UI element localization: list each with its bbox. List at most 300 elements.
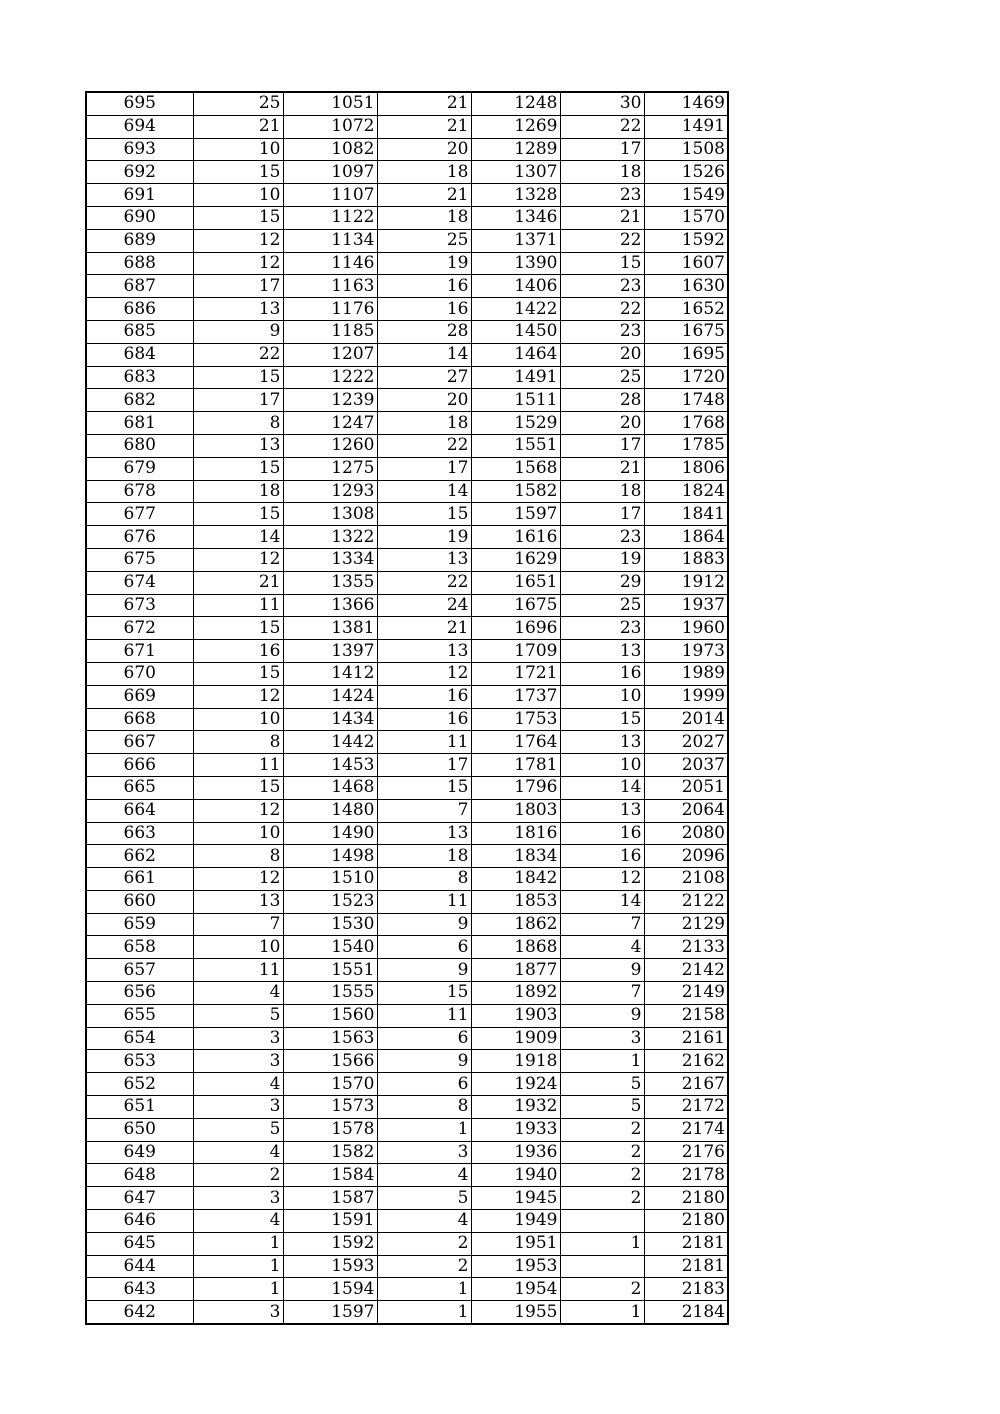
value-cell: 21: [193, 571, 283, 594]
value-cell: 2080: [644, 822, 728, 845]
value-cell: 1247: [283, 412, 377, 435]
value-cell: [560, 1210, 644, 1233]
score-cell: 663: [86, 822, 193, 845]
value-cell: 1753: [471, 708, 560, 731]
value-cell: 20: [560, 343, 644, 366]
value-cell: 1107: [283, 184, 377, 207]
table-row: [86, 708, 728, 731]
score-cell: 651: [86, 1096, 193, 1119]
score-cell: 676: [86, 526, 193, 549]
table-row: [86, 685, 728, 708]
value-cell: 1346: [471, 206, 560, 229]
value-cell: 4: [193, 982, 283, 1005]
value-cell: 1955: [471, 1301, 560, 1324]
score-cell: 694: [86, 115, 193, 138]
score-cell: 666: [86, 754, 193, 777]
value-cell: 18: [377, 845, 471, 868]
value-cell: 29: [560, 571, 644, 594]
value-cell: 1720: [644, 366, 728, 389]
value-cell: 1530: [283, 913, 377, 936]
value-cell: 1397: [283, 640, 377, 663]
value-cell: 20: [560, 412, 644, 435]
score-table-body: [86, 92, 728, 1324]
value-cell: 8: [377, 868, 471, 891]
value-cell: 1945: [471, 1187, 560, 1210]
value-cell: 1134: [283, 229, 377, 252]
value-cell: 11: [377, 731, 471, 754]
value-cell: 3: [193, 1027, 283, 1050]
value-cell: 11: [377, 890, 471, 913]
value-cell: 1582: [283, 1141, 377, 1164]
value-cell: 1573: [283, 1096, 377, 1119]
value-cell: 1: [377, 1278, 471, 1301]
value-cell: 16: [377, 298, 471, 321]
value-cell: 8: [193, 731, 283, 754]
score-cell: 678: [86, 480, 193, 503]
value-cell: 1877: [471, 959, 560, 982]
value-cell: 4: [193, 1073, 283, 1096]
score-cell: 674: [86, 571, 193, 594]
value-cell: 1953: [471, 1255, 560, 1278]
value-cell: 18: [560, 480, 644, 503]
value-cell: 1954: [471, 1278, 560, 1301]
value-cell: 2: [377, 1255, 471, 1278]
value-cell: 2051: [644, 776, 728, 799]
table-row: [86, 640, 728, 663]
value-cell: 21: [560, 457, 644, 480]
value-cell: 1842: [471, 868, 560, 891]
score-cell: 680: [86, 434, 193, 457]
value-cell: 20: [377, 389, 471, 412]
value-cell: 16: [377, 685, 471, 708]
value-cell: 1355: [283, 571, 377, 594]
value-cell: 22: [377, 434, 471, 457]
value-cell: 1442: [283, 731, 377, 754]
value-cell: 1864: [644, 526, 728, 549]
value-cell: 1555: [283, 982, 377, 1005]
value-cell: 1675: [644, 320, 728, 343]
score-cell: 647: [86, 1187, 193, 1210]
value-cell: 2161: [644, 1027, 728, 1050]
table-row: [86, 389, 728, 412]
table-row: [86, 776, 728, 799]
value-cell: 19: [377, 526, 471, 549]
value-cell: 1764: [471, 731, 560, 754]
value-cell: 1523: [283, 890, 377, 913]
value-cell: 1940: [471, 1164, 560, 1187]
score-cell: 665: [86, 776, 193, 799]
value-cell: 1816: [471, 822, 560, 845]
table-row: [86, 662, 728, 685]
value-cell: 16: [560, 662, 644, 685]
value-cell: 1989: [644, 662, 728, 685]
value-cell: 21: [377, 617, 471, 640]
value-cell: 10: [560, 754, 644, 777]
value-cell: 1936: [471, 1141, 560, 1164]
value-cell: 11: [377, 1004, 471, 1027]
value-cell: 1322: [283, 526, 377, 549]
score-cell: 661: [86, 868, 193, 891]
value-cell: 15: [377, 503, 471, 526]
value-cell: 2149: [644, 982, 728, 1005]
value-cell: 1570: [283, 1073, 377, 1096]
value-cell: 9: [560, 959, 644, 982]
score-cell: 686: [86, 298, 193, 321]
value-cell: 1490: [283, 822, 377, 845]
value-cell: 2167: [644, 1073, 728, 1096]
value-cell: 1526: [644, 161, 728, 184]
value-cell: 22: [560, 115, 644, 138]
value-cell: 2180: [644, 1210, 728, 1233]
value-cell: 1568: [471, 457, 560, 480]
score-cell: 689: [86, 229, 193, 252]
value-cell: 2180: [644, 1187, 728, 1210]
score-cell: 679: [86, 457, 193, 480]
value-cell: 10: [193, 708, 283, 731]
value-cell: 1207: [283, 343, 377, 366]
value-cell: 1551: [283, 959, 377, 982]
value-cell: 2: [560, 1187, 644, 1210]
value-cell: 10: [193, 184, 283, 207]
value-cell: 4: [193, 1210, 283, 1233]
value-cell: 25: [560, 366, 644, 389]
value-cell: 4: [560, 936, 644, 959]
value-cell: 17: [193, 275, 283, 298]
value-cell: 1381: [283, 617, 377, 640]
value-cell: 1803: [471, 799, 560, 822]
value-cell: 14: [377, 480, 471, 503]
value-cell: 1960: [644, 617, 728, 640]
value-cell: 1371: [471, 229, 560, 252]
score-cell: 670: [86, 662, 193, 685]
value-cell: 9: [377, 959, 471, 982]
score-cell: 671: [86, 640, 193, 663]
table-row: [86, 1301, 728, 1324]
value-cell: 23: [560, 526, 644, 549]
value-cell: 2: [560, 1278, 644, 1301]
value-cell: 1909: [471, 1027, 560, 1050]
value-cell: 1629: [471, 548, 560, 571]
score-cell: 646: [86, 1210, 193, 1233]
value-cell: 21: [377, 115, 471, 138]
value-cell: 5: [193, 1004, 283, 1027]
value-cell: 1570: [644, 206, 728, 229]
value-cell: 17: [560, 138, 644, 161]
table-row: [86, 617, 728, 640]
value-cell: 1: [560, 1301, 644, 1324]
table-row: [86, 206, 728, 229]
value-cell: 16: [377, 275, 471, 298]
value-cell: 13: [193, 434, 283, 457]
value-cell: 30: [560, 92, 644, 115]
value-cell: 1597: [471, 503, 560, 526]
value-cell: 15: [193, 457, 283, 480]
value-cell: 1781: [471, 754, 560, 777]
value-cell: 22: [193, 343, 283, 366]
value-cell: 2181: [644, 1232, 728, 1255]
table-row: [86, 1164, 728, 1187]
value-cell: 6: [377, 1073, 471, 1096]
value-cell: 18: [377, 206, 471, 229]
value-cell: 1: [193, 1255, 283, 1278]
value-cell: 16: [560, 845, 644, 868]
value-cell: 1248: [471, 92, 560, 115]
value-cell: 1260: [283, 434, 377, 457]
value-cell: 2174: [644, 1118, 728, 1141]
value-cell: 7: [377, 799, 471, 822]
value-cell: 1: [193, 1232, 283, 1255]
table-row: [86, 1187, 728, 1210]
score-cell: 662: [86, 845, 193, 868]
value-cell: 9: [193, 320, 283, 343]
table-row: [86, 343, 728, 366]
value-cell: 1868: [471, 936, 560, 959]
value-cell: 3: [193, 1096, 283, 1119]
value-cell: 2064: [644, 799, 728, 822]
value-cell: 12: [193, 252, 283, 275]
table-row: [86, 434, 728, 457]
value-cell: 15: [193, 776, 283, 799]
value-cell: 1696: [471, 617, 560, 640]
value-cell: 1695: [644, 343, 728, 366]
value-cell: 3: [193, 1050, 283, 1073]
table-row: [86, 1050, 728, 1073]
table-row: [86, 959, 728, 982]
value-cell: 1529: [471, 412, 560, 435]
value-cell: 5: [560, 1096, 644, 1119]
value-cell: 1834: [471, 845, 560, 868]
value-cell: 1390: [471, 252, 560, 275]
value-cell: 5: [193, 1118, 283, 1141]
value-cell: 1097: [283, 161, 377, 184]
score-cell: 645: [86, 1232, 193, 1255]
value-cell: 1584: [283, 1164, 377, 1187]
table-row: [86, 184, 728, 207]
value-cell: 1480: [283, 799, 377, 822]
table-row: [86, 1027, 728, 1050]
score-cell: 660: [86, 890, 193, 913]
value-cell: 1072: [283, 115, 377, 138]
value-cell: 1434: [283, 708, 377, 731]
value-cell: 13: [560, 640, 644, 663]
value-cell: 15: [193, 662, 283, 685]
value-cell: 1563: [283, 1027, 377, 1050]
value-cell: 1510: [283, 868, 377, 891]
table-row: [86, 161, 728, 184]
table-row: [86, 412, 728, 435]
value-cell: 1: [560, 1232, 644, 1255]
table-row: [86, 845, 728, 868]
table-row: [86, 320, 728, 343]
value-cell: 17: [560, 434, 644, 457]
value-cell: 1591: [283, 1210, 377, 1233]
value-cell: 21: [560, 206, 644, 229]
value-cell: 2176: [644, 1141, 728, 1164]
value-cell: 12: [193, 548, 283, 571]
value-cell: 12: [193, 868, 283, 891]
value-cell: 15: [377, 776, 471, 799]
value-cell: 5: [377, 1187, 471, 1210]
value-cell: 1450: [471, 320, 560, 343]
value-cell: 1932: [471, 1096, 560, 1119]
value-cell: 4: [377, 1210, 471, 1233]
table-row: [86, 1073, 728, 1096]
value-cell: 19: [560, 548, 644, 571]
table-row: [86, 503, 728, 526]
value-cell: 16: [377, 708, 471, 731]
value-cell: 1: [560, 1050, 644, 1073]
value-cell: 1973: [644, 640, 728, 663]
score-cell: 691: [86, 184, 193, 207]
value-cell: 25: [560, 594, 644, 617]
value-cell: 1582: [471, 480, 560, 503]
score-cell: 643: [86, 1278, 193, 1301]
score-cell: 656: [86, 982, 193, 1005]
table-row: [86, 275, 728, 298]
table-row: [86, 1141, 728, 1164]
value-cell: 1824: [644, 480, 728, 503]
table-row: [86, 890, 728, 913]
score-cell: 682: [86, 389, 193, 412]
value-cell: 12: [193, 799, 283, 822]
value-cell: 10: [193, 936, 283, 959]
value-cell: 2: [560, 1164, 644, 1187]
score-cell: 655: [86, 1004, 193, 1027]
table-row: [86, 754, 728, 777]
value-cell: 1578: [283, 1118, 377, 1141]
value-cell: 2: [560, 1118, 644, 1141]
score-cell: 653: [86, 1050, 193, 1073]
table-row: [86, 936, 728, 959]
table-row: [86, 457, 728, 480]
score-cell: 690: [86, 206, 193, 229]
value-cell: 1951: [471, 1232, 560, 1255]
table-row: [86, 1096, 728, 1119]
value-cell: 1651: [471, 571, 560, 594]
value-cell: 1883: [644, 548, 728, 571]
score-cell: 692: [86, 161, 193, 184]
value-cell: 1422: [471, 298, 560, 321]
value-cell: 1269: [471, 115, 560, 138]
value-cell: 12: [560, 868, 644, 891]
value-cell: 1424: [283, 685, 377, 708]
value-cell: 1082: [283, 138, 377, 161]
value-cell: 12: [193, 685, 283, 708]
value-cell: 13: [193, 890, 283, 913]
value-cell: 22: [560, 229, 644, 252]
value-cell: 1146: [283, 252, 377, 275]
table-row: [86, 594, 728, 617]
value-cell: 18: [377, 161, 471, 184]
value-cell: 1918: [471, 1050, 560, 1073]
table-row: [86, 298, 728, 321]
value-cell: 2172: [644, 1096, 728, 1119]
table-row: [86, 1118, 728, 1141]
value-cell: 2184: [644, 1301, 728, 1324]
value-cell: 17: [193, 389, 283, 412]
score-cell: 683: [86, 366, 193, 389]
value-cell: 1498: [283, 845, 377, 868]
value-cell: 1469: [644, 92, 728, 115]
value-cell: 4: [377, 1164, 471, 1187]
value-cell: 22: [560, 298, 644, 321]
score-cell: 668: [86, 708, 193, 731]
value-cell: 8: [377, 1096, 471, 1119]
value-cell: 14: [377, 343, 471, 366]
table-row: [86, 1004, 728, 1027]
value-cell: 1587: [283, 1187, 377, 1210]
value-cell: 14: [560, 890, 644, 913]
value-cell: 1560: [283, 1004, 377, 1027]
value-cell: 12: [377, 662, 471, 685]
value-cell: 13: [560, 799, 644, 822]
value-cell: 28: [560, 389, 644, 412]
score-cell: 650: [86, 1118, 193, 1141]
value-cell: 14: [560, 776, 644, 799]
value-cell: 15: [193, 366, 283, 389]
value-cell: 6: [377, 1027, 471, 1050]
value-cell: 2181: [644, 1255, 728, 1278]
value-cell: 1768: [644, 412, 728, 435]
table-row: [86, 731, 728, 754]
score-cell: 693: [86, 138, 193, 161]
value-cell: 1796: [471, 776, 560, 799]
value-cell: 1924: [471, 1073, 560, 1096]
table-row: [86, 548, 728, 571]
table-row: [86, 115, 728, 138]
score-cell: 657: [86, 959, 193, 982]
value-cell: 2129: [644, 913, 728, 936]
score-cell: 659: [86, 913, 193, 936]
value-cell: 1616: [471, 526, 560, 549]
value-cell: 1464: [471, 343, 560, 366]
value-cell: 23: [560, 184, 644, 207]
value-cell: 1508: [644, 138, 728, 161]
value-cell: 13: [193, 298, 283, 321]
value-cell: 18: [377, 412, 471, 435]
value-cell: 2158: [644, 1004, 728, 1027]
score-cell: 644: [86, 1255, 193, 1278]
value-cell: 2037: [644, 754, 728, 777]
value-cell: 1222: [283, 366, 377, 389]
value-cell: 1594: [283, 1278, 377, 1301]
score-cell: 695: [86, 92, 193, 115]
value-cell: 2: [193, 1164, 283, 1187]
table-row: [86, 92, 728, 115]
table-row: [86, 799, 728, 822]
table-row: [86, 1210, 728, 1233]
value-cell: 1051: [283, 92, 377, 115]
value-cell: 1: [193, 1278, 283, 1301]
value-cell: 15: [560, 252, 644, 275]
score-cell: 667: [86, 731, 193, 754]
table-row: [86, 229, 728, 252]
value-cell: 16: [560, 822, 644, 845]
score-cell: 675: [86, 548, 193, 571]
value-cell: 9: [377, 1050, 471, 1073]
value-cell: 15: [193, 206, 283, 229]
score-cell: 687: [86, 275, 193, 298]
value-cell: 25: [193, 92, 283, 115]
value-cell: 1721: [471, 662, 560, 685]
score-table: [85, 91, 729, 1325]
value-cell: 1163: [283, 275, 377, 298]
value-cell: 18: [193, 480, 283, 503]
table-row: [86, 252, 728, 275]
value-cell: 25: [377, 229, 471, 252]
score-cell: 642: [86, 1301, 193, 1324]
value-cell: 2122: [644, 890, 728, 913]
